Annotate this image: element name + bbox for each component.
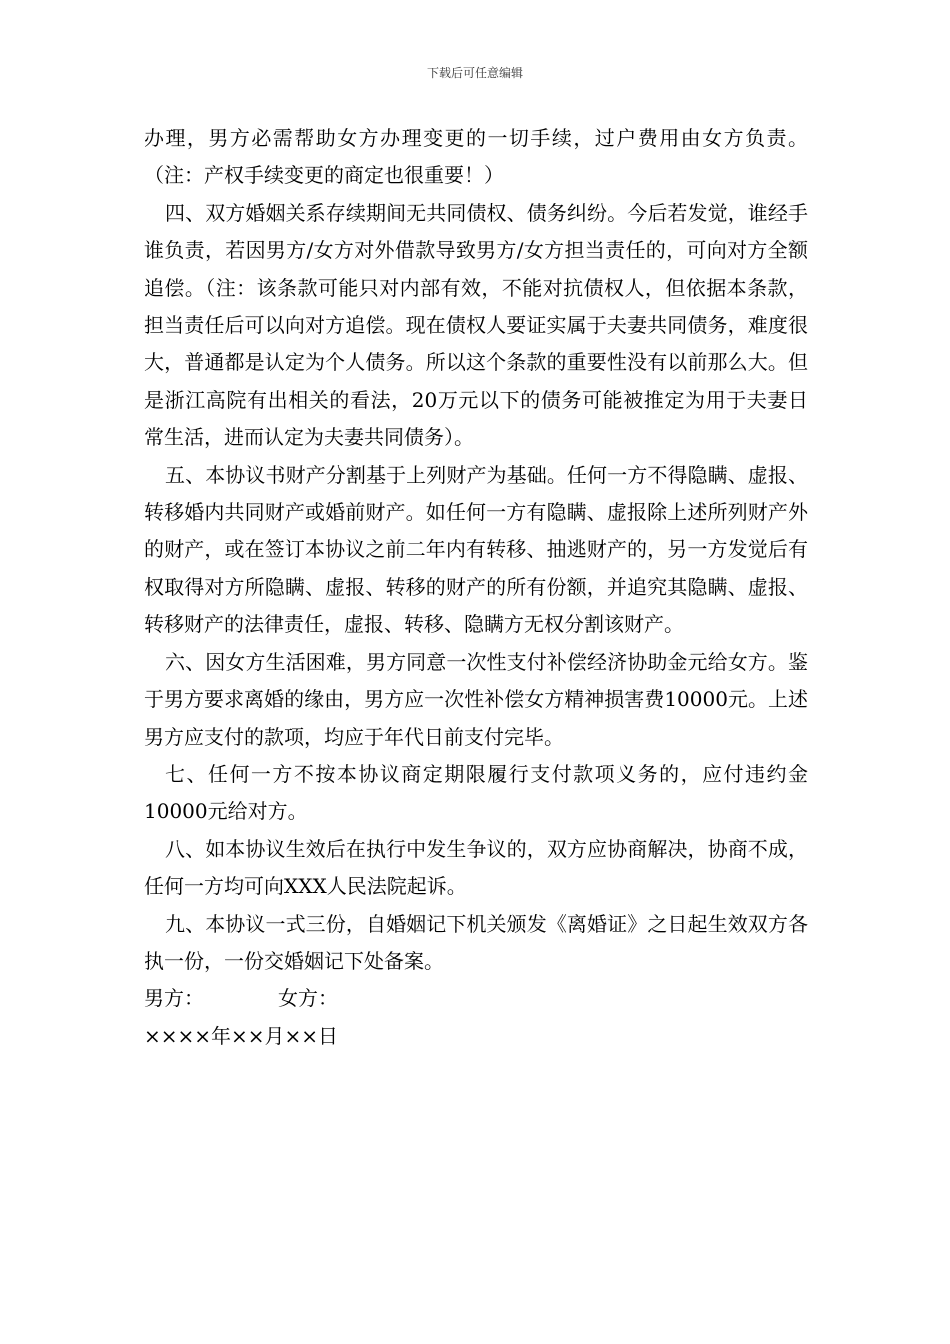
date-line: ××××年××月××日 <box>144 1023 339 1048</box>
paragraph-clause-7: 七、任何一方不按本协议商定期限履行支付款项义务的，应付违约金10000元给对方。 <box>144 761 808 824</box>
paragraph-clause-9: 九、本协议一式三份，自婚姻记下机关颁发《离婚证》之日起生效双方各执一份，一份交婚姻记下处备案。 <box>144 911 808 973</box>
paragraph-clause-5: 五、本协议书财产分割基于上列财产为基础。任何一方不得隐瞒、虚报、转移婚内共同财产或婚前财产。如任何一方有隐瞒、虚报除上述所列财产外的财产，或在签订本协议之前二年内有转移、抽逃财产的，另一方发觉后有权取得对方所隐瞒、虚报、转移的财产的所有份额，并追究其隐瞒、虚报、转移财产的法律责任，虚报、转移、隐瞒方无权分割该财产。 <box>144 462 808 637</box>
male-signature-label: 男方： <box>144 986 204 1011</box>
paragraph-clause-8: 八、如本协议生效后在执行中发生争议的，双方应协商解决，协商不成，任何一方均可向XXX人民法院起诉。 <box>144 836 808 899</box>
document-body <box>144 120 808 1055</box>
paragraph-clause-4: 四、双方婚姻关系存续期间无共同债权、债务纠纷。今后若发觉，谁经手谁负责，若因男方/女方对外借款导致男方/女方担当责任的，可向对方全额追偿。（注：该条款可能只对内部有效，不能对抗债权人，但依据本条款，担当责任后可以向对方追偿。现在债权人要证实属于夫妻共同债务，难度很大，普通都是认定为个人债务。所以这个条款的重要性没有以前那么大。但是浙江高院有出相关的看法，20万元以下的债务可能被推定为用于夫妻日常生活，进而认定为夫妻共同债务）。 <box>144 200 808 450</box>
female-signature-label: 女方： <box>278 986 338 1011</box>
paragraph-clause-6: 六、因女方生活困难，男方同意一次性支付补偿经济协助金元给女方。鉴于男方要求离婚的缘由，男方应一次性补偿女方精神损害费10000元。上述男方应支付的款项，均应于年代日前支付完毕。 <box>144 649 808 749</box>
signature-line <box>144 980 808 1017</box>
page-header: 下载后可任意编辑 <box>426 66 523 80</box>
paragraph-continuation: 办理，男方必需帮助女方办理变更的一切手续，过户费用由女方负责。（注：产权手续变更的商定也很重要！） <box>144 126 808 188</box>
